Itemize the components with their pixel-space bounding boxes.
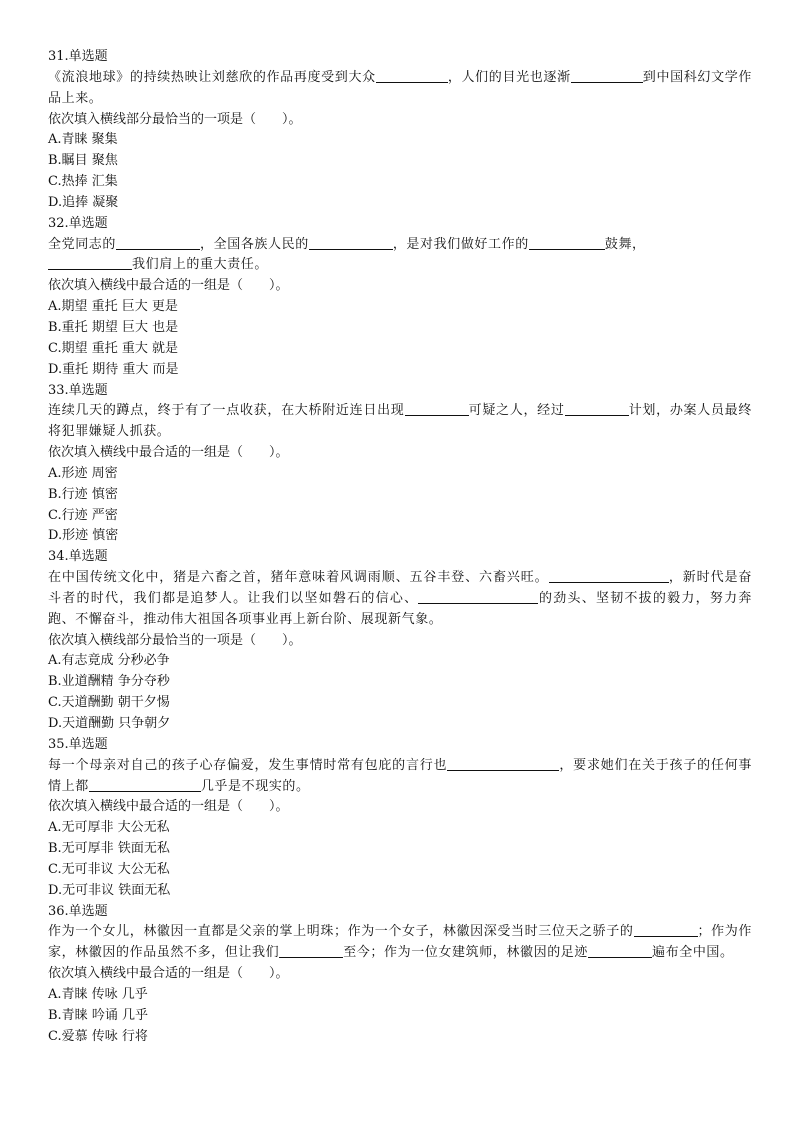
option-d[interactable]: D.形迹 慎密 xyxy=(48,528,119,544)
question-prompt: 依次填入横线中最合适的一组是（ ）。 xyxy=(48,445,289,461)
question-prompt: 依次填入横线中最合适的一组是（ ）。 xyxy=(48,278,289,294)
stem-text: 到中国科幻文学作品上来。 xyxy=(48,69,752,106)
fill-blank xyxy=(588,943,652,958)
stem-text: ；作为作家，林徽因的作品虽然不多，但让我们 xyxy=(48,924,752,961)
question-prompt: 依次填入横线中最合适的一组是（ ）。 xyxy=(48,799,289,815)
fill-blank xyxy=(565,401,629,416)
stem-text: 遍布全中国。 xyxy=(652,945,734,961)
question-stem xyxy=(48,568,752,631)
option-a[interactable]: A.有志竟成 分秒必争 xyxy=(48,653,170,669)
option-b[interactable]: B.瞩目 聚焦 xyxy=(48,153,118,169)
question-stem xyxy=(48,756,752,798)
option-c[interactable]: C.行迹 严密 xyxy=(48,507,118,523)
stem-text: 作为一个女儿，林徽因一直都是父亲的掌上明珠；作为一个女子，林徽因深受当时三位天之骄子的 xyxy=(48,924,634,940)
question-stem xyxy=(48,235,752,277)
stem-text: ，人们的目光也逐渐 xyxy=(447,69,571,85)
option-b[interactable]: B.青睐 吟诵 几乎 xyxy=(48,1007,148,1023)
option-b[interactable]: B.业道酬精 争分夺秒 xyxy=(48,674,170,690)
fill-blank xyxy=(309,235,393,250)
option-a[interactable]: A.青睐 聚集 xyxy=(48,132,118,148)
stem-text: 可疑之人，经过 xyxy=(468,403,565,419)
option-c[interactable]: C.爱慕 传咏 行将 xyxy=(48,1028,148,1044)
stem-text: 计划，办案人员最终将犯罪嫌疑人抓获。 xyxy=(48,403,752,440)
question-heading: 31.单选题 xyxy=(48,49,108,64)
fill-blank xyxy=(571,68,643,83)
stem-text: 全党同志的 xyxy=(48,236,117,252)
stem-text: ，要求她们在关于孩子的任何事情上都 xyxy=(48,757,752,794)
stem-text: ，新时代是奋斗者的时代，我们都是追梦人。让我们以坚如磐石的信心、 xyxy=(48,570,752,606)
option-d[interactable]: D.天道酬勤 只争朝夕 xyxy=(48,716,171,731)
fill-blank xyxy=(279,943,343,958)
question-heading: 34.单选题 xyxy=(48,549,108,565)
question-heading: 35.单选题 xyxy=(48,736,108,752)
option-d[interactable]: D.追捧 凝聚 xyxy=(48,194,119,210)
option-b[interactable]: B.重托 期望 巨大 也是 xyxy=(48,319,179,335)
option-c[interactable]: C.天道酬勤 朝干夕惕 xyxy=(48,695,170,711)
question-stem xyxy=(48,68,752,110)
stem-text: ，是对我们做好工作的 xyxy=(392,236,529,252)
option-c[interactable]: C.期望 重托 重大 就是 xyxy=(48,340,179,356)
fill-blank xyxy=(48,255,132,270)
option-b[interactable]: B.行迹 慎密 xyxy=(48,486,118,502)
question-stem xyxy=(48,401,752,443)
option-c[interactable]: C.热捧 汇集 xyxy=(48,174,118,190)
stem-text: 鼓舞， xyxy=(604,236,646,252)
question-34 xyxy=(48,547,752,735)
fill-blank xyxy=(549,568,669,583)
option-a[interactable]: A.期望 重托 巨大 更是 xyxy=(48,299,178,315)
stem-text: ，全国各族人民的 xyxy=(200,236,309,252)
stem-text: 在中国传统文化中，猪是六畜之首，猪年意味着风调雨顺、五谷丰登、六畜兴旺。 xyxy=(48,570,549,586)
fill-blank xyxy=(376,68,448,83)
question-prompt: 依次填入横线部分最恰当的一项是（ ）。 xyxy=(48,632,302,648)
option-c[interactable]: C.无可非议 大公无私 xyxy=(48,861,170,877)
question-33 xyxy=(48,381,752,548)
stem-text: 我们肩上的重大责任。 xyxy=(132,257,269,273)
question-stem xyxy=(48,922,752,964)
option-a[interactable]: A.无可厚非 大公无私 xyxy=(48,820,170,836)
fill-blank xyxy=(418,589,538,604)
stem-text: 的劲头、坚韧不拔的毅力，努力奔跑、不懈奋斗，推动伟大祖国各项事业再上新台阶、展现新气象。 xyxy=(48,590,752,627)
question-prompt: 依次填入横线中最合适的一组是（ ）。 xyxy=(48,966,289,982)
stem-text: 每一个母亲对自己的孩子心存偏爱，发生事情时常有包庇的言行也 xyxy=(48,757,448,773)
option-a[interactable]: A.形迹 周密 xyxy=(48,465,118,481)
fill-blank xyxy=(529,235,605,250)
question-heading: 32.单选题 xyxy=(48,215,108,231)
option-b[interactable]: B.无可厚非 铁面无私 xyxy=(48,841,170,857)
fill-blank xyxy=(116,235,200,250)
question-page xyxy=(48,47,752,1048)
stem-text: 至今；作为一位女建筑师，林徽因的足迹 xyxy=(343,945,589,961)
question-35 xyxy=(48,735,752,902)
question-heading: 36.单选题 xyxy=(48,903,108,919)
question-heading: 33.单选题 xyxy=(48,382,108,398)
fill-blank xyxy=(634,922,698,937)
question-prompt: 依次填入横线部分最恰当的一项是（ ）。 xyxy=(48,111,302,127)
question-31 xyxy=(48,47,752,214)
fill-blank xyxy=(89,777,201,792)
fill-blank xyxy=(447,756,559,771)
stem-text: 《流浪地球》的持续热映让刘慈欣的作品再度受到大众 xyxy=(48,69,376,85)
question-32 xyxy=(48,214,752,381)
stem-text: 连续几天的蹲点，终于有了一点收获，在大桥附近连日出现 xyxy=(48,403,405,419)
stem-text: 几乎是不现实的。 xyxy=(200,778,310,794)
option-d[interactable]: D.重托 期待 重大 而是 xyxy=(48,361,179,377)
question-36 xyxy=(48,902,752,1048)
option-d[interactable]: D.无可非议 铁面无私 xyxy=(48,882,171,898)
fill-blank xyxy=(405,401,469,416)
option-a[interactable]: A.青睐 传咏 几乎 xyxy=(48,986,148,1002)
